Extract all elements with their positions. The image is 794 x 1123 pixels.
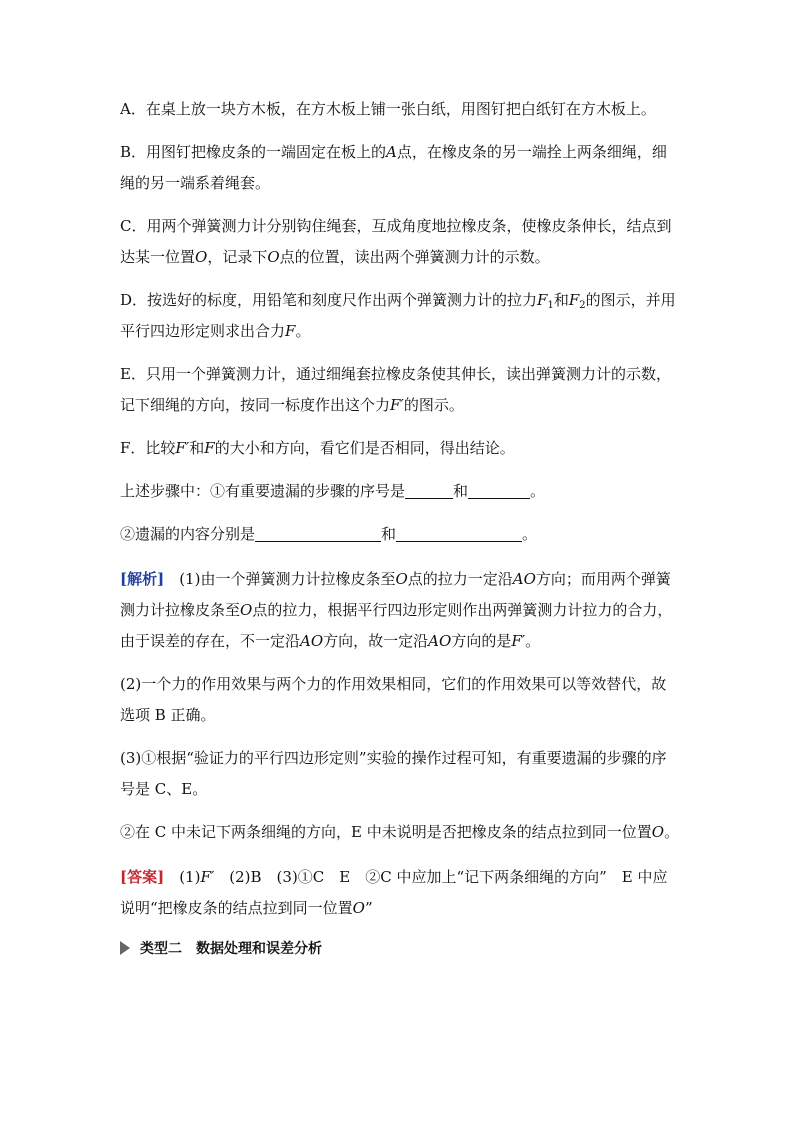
question-2: ②遗漏的内容分别是 和 。 (120, 525, 538, 543)
question-1: 上述步骤中：①有重要遗漏的步骤的序号是 和 。 (120, 482, 546, 500)
answer-blank-2 (468, 480, 530, 499)
step-a: A．在桌上放一块方木板，在方木板上铺一张白纸，用图钉把白纸钉在方木板上。 (120, 100, 656, 118)
step-f: F．比较F′和F的大小和方向，看它们是否相同，得出结论。 (120, 439, 515, 457)
step-c: C．用两个弹簧测力计分别钩住绳套，互成角度地拉橡皮条，使橡皮条伸长，结点到达某一位置O，记录下O点的位置，读出两个弹簧测力计的示数。 (120, 217, 672, 266)
analysis-paragraph-1: [解析] (1)由一个弹簧测力计拉橡皮条至O点的拉力一定沿AO方向；而用两个弹簧测力计拉橡皮条至O点的拉力，根据平行四边形定则作出两弹簧测力计拉力的合力，由于误差的存在，不一定沿AO方向，故一定沿AO方向的是F′。 (120, 570, 673, 650)
step-b: B．用图钉把橡皮条的一端固定在板上的A点，在橡皮条的另一端拴上两条细绳，细绳的另一端系着绳套。 (120, 143, 667, 192)
analysis-paragraph-3: (3)①根据“验证力的平行四边形定则”实验的操作过程可知，有重要遗漏的步骤的序号是 C、E。 (120, 749, 667, 798)
play-triangle-icon (120, 941, 130, 955)
answer-blank-4 (396, 523, 522, 542)
document-content (120, 94, 680, 958)
analysis-tag: [解析] (120, 570, 165, 588)
section-heading (120, 938, 680, 958)
answer-tag: [答案] (120, 868, 165, 886)
section-title: 类型二 数据处理和误差分析 (140, 941, 322, 957)
answer-paragraph: [答案] (1)F′ (2)B (3)①C E ②C 中应加上“记下两条细绳的方向” E 中应说明“把橡皮条的结点拉到同一位置O” (120, 868, 668, 917)
answer-blank-1 (405, 480, 453, 499)
analysis-paragraph-4: ②在 C 中未记下两条细绳的方向，E 中未说明是否把橡皮条的结点拉到同一位置O。 (120, 823, 680, 841)
analysis-paragraph-2: (2)一个力的作用效果与两个力的作用效果相同，它们的作用效果可以等效替代，故选项 B 正确。 (120, 675, 667, 724)
answer-blank-3 (255, 523, 381, 542)
step-d: D．按选好的标度，用铅笔和刻度尺作出两个弹簧测力计的拉力$F_1$和$F_2$的图示，并用平行四边形定则求出合力F。 (120, 291, 676, 340)
step-e: E．只用一个弹簧测力计，通过细绳套拉橡皮条使其伸长，读出弹簧测力计的示数，记下细绳的方向，按同一标度作出这个力F′的图示。 (120, 365, 671, 414)
